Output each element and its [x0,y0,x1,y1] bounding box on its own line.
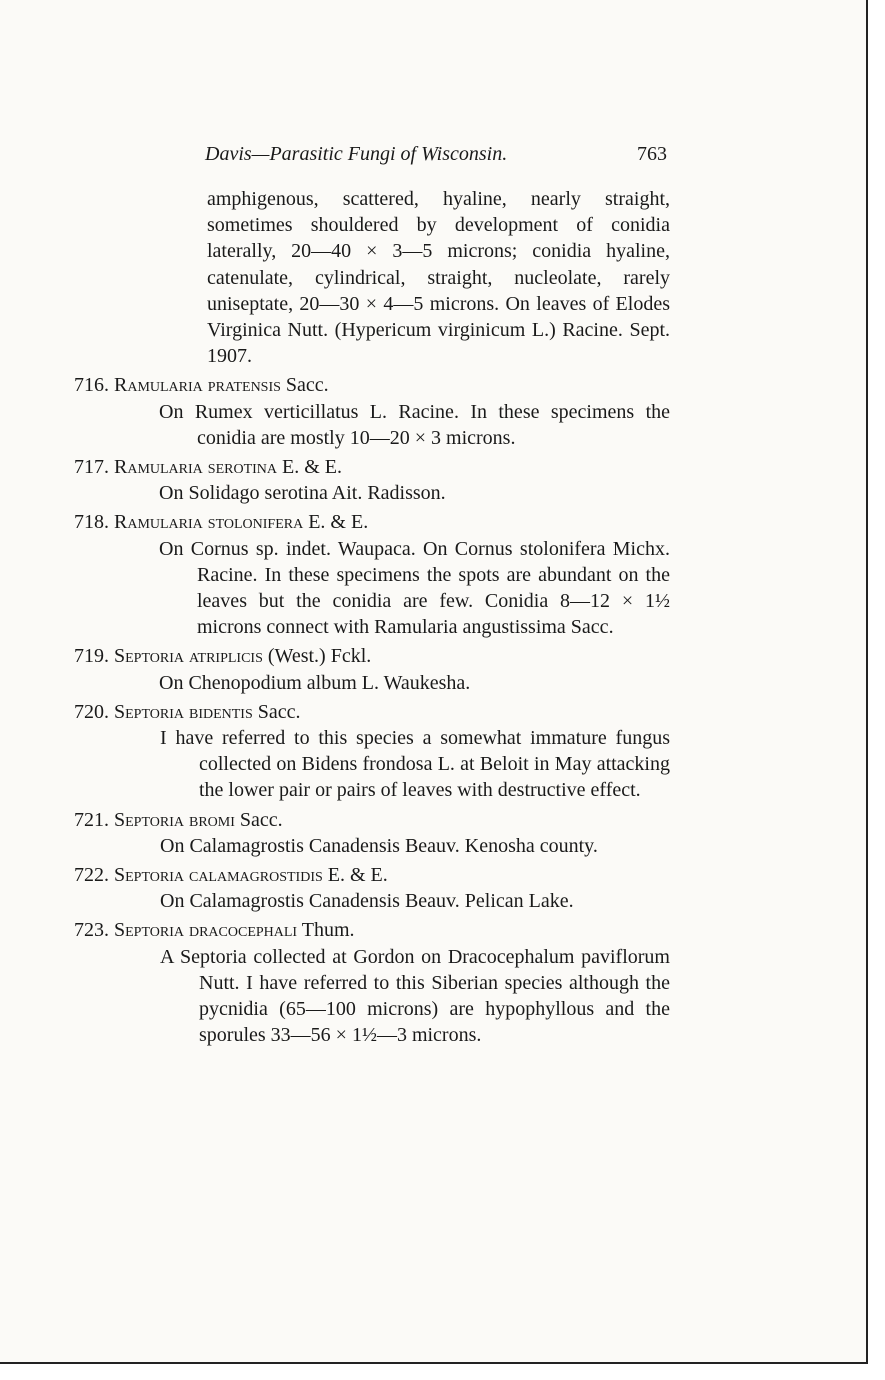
entry-heading [74,807,670,833]
species-author: Sacc. [239,808,283,831]
running-header [205,143,667,166]
entry-text: On Cornus sp. indet. Waupaca. On Cornus stolonifera Michx. Racine. In these specimens the spots are abundant on the leaves but the conidia are few. Conidia 8—12 × 1½ microns connect with Ramularia angustissima Sacc. [159,537,670,639]
species-author: Sacc. [285,374,329,397]
species-entry-720 [60,699,670,804]
page-body [60,186,670,1049]
species-name: Septoria bromi [114,808,235,831]
entry-text: On Chenopodium album L. Waukesha. [159,671,471,694]
species-entry-722 [60,862,670,914]
species-author: (West.) Fckl. [267,645,372,668]
species-name: Septoria dracocephali [114,919,298,942]
species-name: Ramularia serotina [114,456,278,479]
entry-number: 716. [74,374,109,397]
species-author: Thum. [301,919,355,942]
entry-number: 719. [74,645,109,668]
species-entry-716 [60,372,670,451]
species-author: E. & E. [327,864,388,887]
running-title: Davis—Parasitic Fungi of Wisconsin. [205,143,508,165]
entry-number: 722. [74,864,109,887]
entry-heading [74,509,670,535]
entry-number: 723. [74,919,109,942]
species-author: E. & E. [308,511,369,534]
species-name: Septoria atriplicis [114,645,263,668]
species-name: Ramularia pratensis [114,374,281,397]
species-entry-718 [60,509,670,640]
entry-number: 721. [74,808,109,831]
entry-text: A Septoria collected at Gordon on Dracocephalum paviflorum Nutt. I have referred to this Siberian species although the pycnidia (65—100 microns) are hypophyllous and the sporules 33—56 × 1½—3 microns. [160,945,670,1047]
entry-number: 720. [74,700,109,723]
species-entry-721 [60,807,670,859]
species-author: Sacc. [257,700,301,723]
continuation-paragraph: amphigenous, scattered, hyaline, nearly straight, sometimes shouldered by development of conidia laterally, 20—40 × 3—5 microns; conidia hyaline, catenulate, cylindrical, straight, nucleolate, rarely uniseptate, 20—30 × 4—5 microns. On leaves of Elodes Virginica Nutt. (Hypericum virginicum L.) Racine. Sept. 1907. [207,188,670,368]
entry-heading [74,699,670,725]
page-number: 763 [637,143,667,165]
entry-heading [74,643,670,669]
entry-heading [74,917,670,943]
species-entry-717 [60,454,670,506]
entry-text: On Solidago serotina Ait. Radisson. [159,482,446,505]
entry-text: On Calamagrostis Canadensis Beauv. Pelican Lake. [160,890,574,913]
entry-text: I have referred to this species a somewhat immature fungus collected on Bidens frondosa L. at Beloit in May attacking the lower pair or pairs of leaves with destructive effect. [160,727,670,802]
species-name: Ramularia stolonifera [114,511,304,534]
entry-number: 717. [74,456,109,479]
species-name: Septoria calamagrostidis [114,864,323,887]
entry-heading [74,454,670,480]
entry-heading [74,862,670,888]
species-entry-723 [60,917,670,1048]
species-name: Septoria bidentis [114,700,253,723]
species-author: E. & E. [282,456,343,479]
entry-text: On Calamagrostis Canadensis Beauv. Kenosha county. [160,834,598,857]
species-entry-719 [60,643,670,695]
entry-text: On Rumex verticillatus L. Racine. In these specimens the conidia are mostly 10—20 × 3 microns. [159,400,670,449]
entry-heading [74,372,670,398]
entry-number: 718. [74,511,109,534]
